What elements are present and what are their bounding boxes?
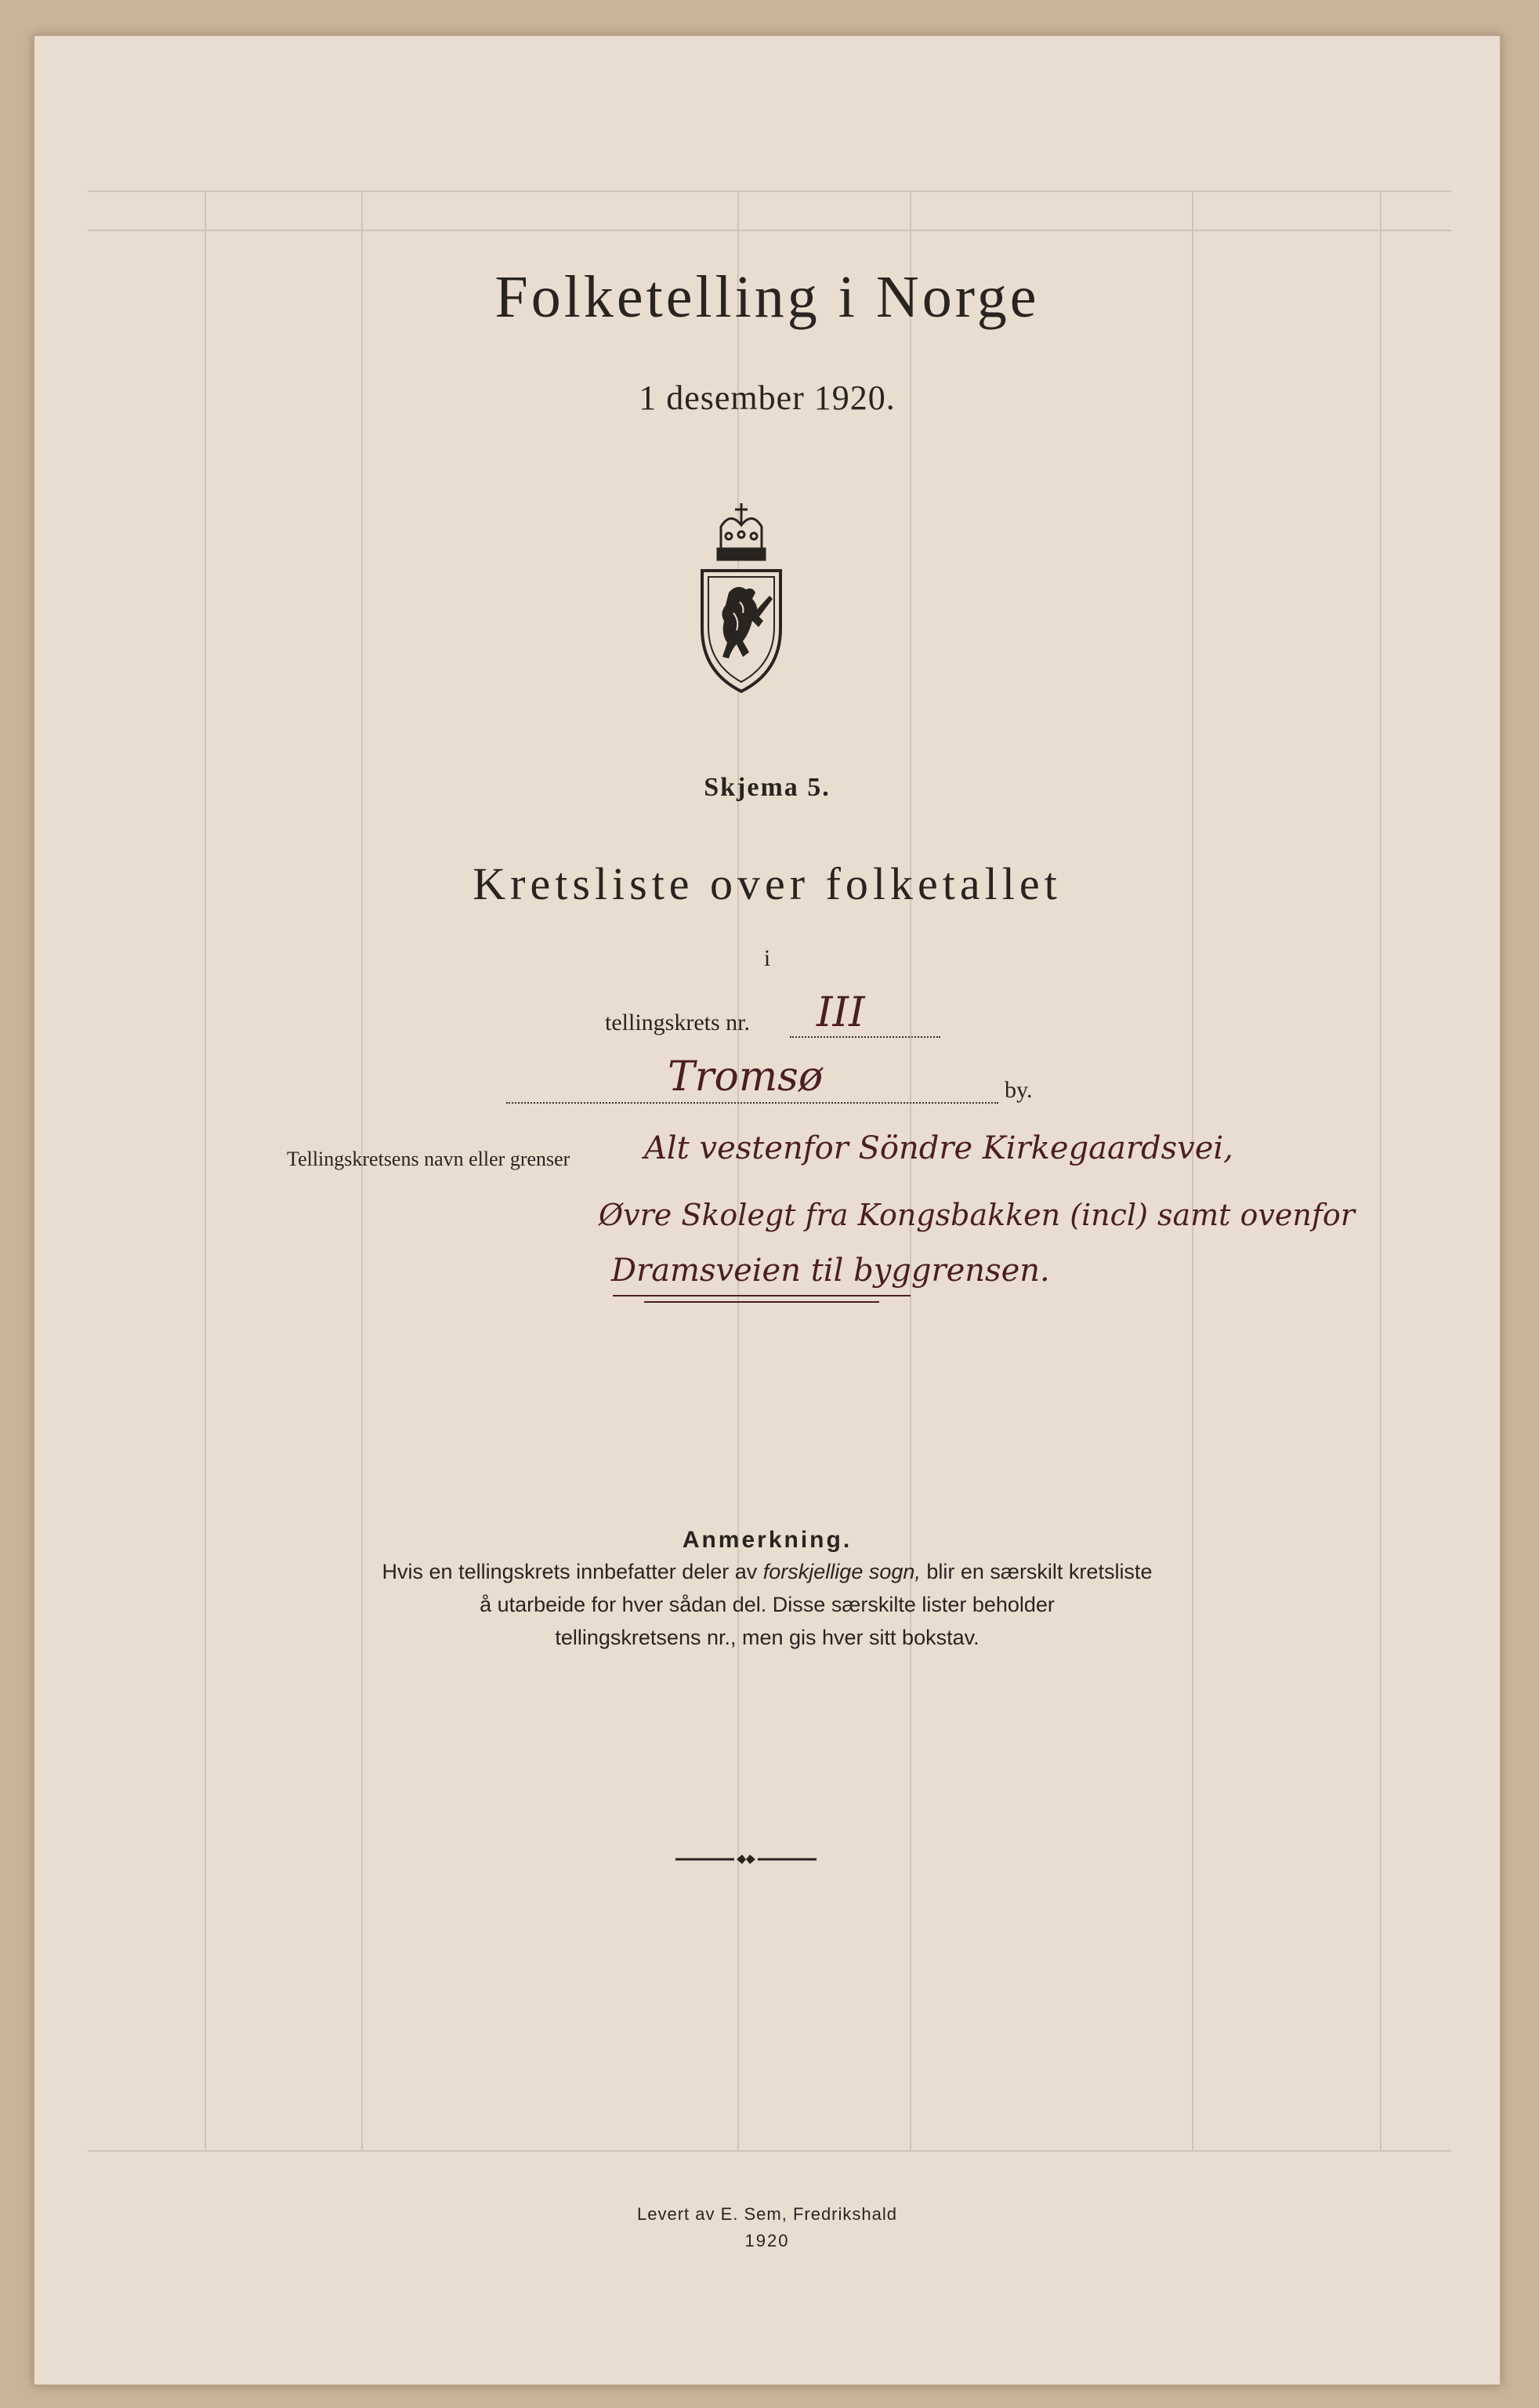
- district-number-label: tellingskrets nr.: [605, 1010, 750, 1035]
- boundary-underline-2: [644, 1301, 879, 1303]
- boundary-line-2: Øvre Skolegt fra Kongsbakken (incl) samt ovenfor: [599, 1198, 1355, 1232]
- note-line-3: tellingskretsens nr., men gis hver sitt bokstav.: [555, 1626, 980, 1649]
- note-line-1-text: Hvis en tellingskrets innbefatter deler av: [382, 1560, 763, 1583]
- ornament-divider-icon: [675, 1851, 817, 1867]
- schema-number: Skjema 5.: [704, 773, 831, 802]
- page-title: Folketelling i Norge: [494, 264, 1040, 330]
- connector-text: i: [763, 945, 771, 971]
- census-form-page: [33, 34, 1501, 2386]
- town-value: Tromsø: [668, 1054, 824, 1101]
- note-line-1-emphasis: forskjellige sogn,: [762, 1560, 921, 1583]
- census-date: 1 desember 1920.: [639, 379, 896, 417]
- note-title: Anmerkning.: [682, 1527, 853, 1553]
- norway-coat-of-arms-icon: [697, 495, 785, 696]
- town-suffix: by.: [1005, 1077, 1033, 1103]
- note-line-1: [33, 1555, 1501, 1588]
- town-line: [506, 1102, 998, 1104]
- note-body: [33, 1555, 1501, 1654]
- printer-year: 1920: [744, 2231, 790, 2250]
- printer-credit: Levert av E. Sem, Fredrikshald: [636, 2204, 897, 2224]
- boundary-line-1: Alt vestenfor Söndre Kirkegaardsvei,: [644, 1130, 1233, 1166]
- district-number-value: III: [817, 989, 865, 1036]
- note-line-1-tail: blir en særskilt kretsliste: [920, 1560, 1153, 1583]
- boundary-underline: [613, 1295, 911, 1296]
- district-number-line: [790, 1036, 940, 1038]
- note-line-2: å utarbeide for hver sådan del. Disse særskilte lister beholder: [480, 1593, 1055, 1616]
- form-heading: Kretsliste over folketallet: [473, 858, 1062, 909]
- boundary-line-3: Dramsveien til byggrensen.: [611, 1253, 1050, 1289]
- boundary-label: Tellingskretsens navn eller grenser: [287, 1148, 570, 1170]
